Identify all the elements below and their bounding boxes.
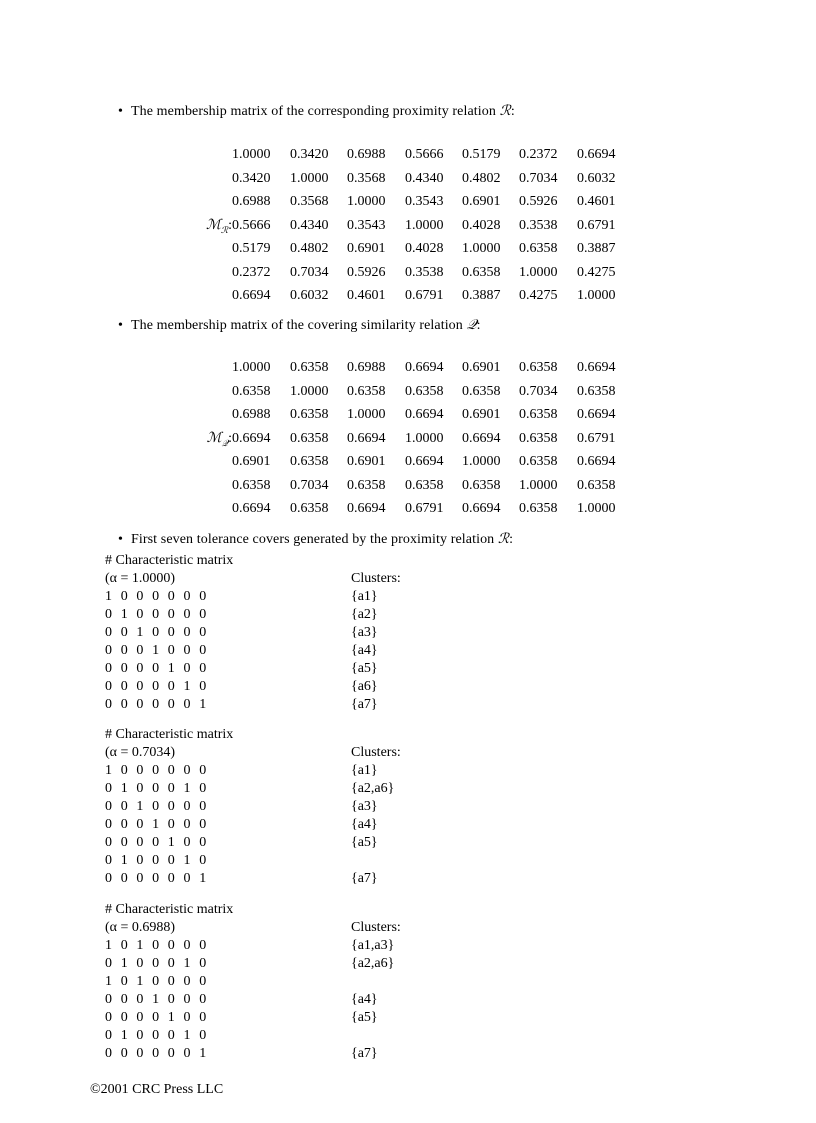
clusters-label: Clusters: (351, 745, 401, 760)
matrix-row (192, 450, 632, 473)
matrix-cell: 0.2372 (519, 147, 558, 162)
matrix-cell: 1.0000 (462, 454, 501, 469)
matrix-bits-row: 0 0 0 1 0 0 0 (105, 643, 209, 658)
matrix-cell: 0.6988 (347, 360, 386, 375)
matrix-cell: 0.6901 (462, 194, 501, 209)
matrix-cell: 0.3420 (290, 147, 329, 162)
matrix-cell: 0.5926 (347, 264, 386, 280)
bullet-symbol: • (118, 104, 124, 119)
relation-symbol: 𝒬 (466, 318, 477, 333)
cluster-item: {a4} (351, 817, 378, 832)
matrix-row (192, 214, 632, 237)
matrix-cell: 0.5179 (462, 147, 501, 162)
matrix-cell: 0.6358 (519, 501, 558, 516)
matrix-cell: 0.6791 (577, 430, 616, 446)
matrix-cell: 0.6694 (577, 407, 616, 422)
matrix-cell: 0.2372 (232, 264, 271, 280)
cluster-item: {a3} (351, 799, 378, 814)
matrix-bits-row: 0 1 0 0 0 1 0 (105, 781, 209, 796)
matrix-cell: 0.6358 (577, 383, 616, 399)
matrix-bits-row: 0 1 0 0 0 0 0 (105, 607, 209, 622)
bullet-proximity-matrix (118, 103, 515, 121)
matrix-cell: 0.3887 (577, 241, 616, 256)
matrix-cell: 0.6791 (405, 288, 444, 303)
matrix-cell: 0.6358 (577, 477, 616, 493)
matrix-cell: 1.0000 (347, 194, 386, 209)
matrix-bits-row: 0 0 0 0 1 0 0 (105, 1010, 209, 1025)
matrix-label-subscript: ℛ (220, 224, 229, 235)
matrix-bits-row: 0 0 1 0 0 0 0 (105, 799, 209, 814)
clusters-label: Clusters: (351, 571, 401, 586)
matrix-cell: 0.6901 (232, 454, 271, 469)
matrix-bits-row: 1 0 0 0 0 0 0 (105, 763, 209, 778)
matrix-cell: 0.3887 (462, 288, 501, 303)
matrix-cell: 0.6791 (577, 217, 616, 233)
matrix-cell: 0.6358 (405, 477, 444, 493)
matrix-row (192, 474, 632, 497)
matrix-cell: 0.4601 (347, 288, 386, 303)
matrix-cell: 1.0000 (519, 477, 558, 493)
matrix-cell: 0.6988 (232, 407, 271, 422)
matrix-cell: 0.4802 (462, 170, 501, 186)
matrix-cell: 0.4340 (290, 217, 329, 233)
matrix-cell: 0.3568 (347, 170, 386, 186)
matrix-cell: 0.6694 (577, 147, 616, 162)
matrix-row (192, 380, 632, 403)
matrix-cell: 0.6358 (232, 477, 271, 493)
matrix-cell: 0.6358 (462, 264, 501, 280)
matrix-cell: 1.0000 (405, 217, 444, 233)
matrix-cell: 0.3543 (347, 217, 386, 233)
matrix-row (192, 167, 632, 190)
cluster-item: {a5} (351, 661, 378, 676)
matrix-bits-row: 0 0 1 0 0 0 0 (105, 625, 209, 640)
matrix-label-colon: : (228, 217, 232, 233)
matrix-bits-row: 0 0 0 0 0 1 0 (105, 679, 209, 694)
matrix-cell: 0.6694 (232, 430, 271, 446)
clusters-label: Clusters: (351, 920, 401, 935)
bullet-symbol: • (118, 532, 124, 547)
matrix-cell: 0.6694 (405, 407, 444, 422)
cluster-item: {a7} (351, 697, 378, 712)
matrix-row (192, 261, 632, 284)
matrix-cell: 0.6358 (405, 383, 444, 399)
matrix-cell: 0.5666 (405, 147, 444, 162)
matrix-cell: 0.6358 (519, 360, 558, 375)
matrix-cell: 1.0000 (577, 501, 616, 516)
alpha-value: (α = 0.6988) (105, 920, 176, 935)
matrix-row (192, 403, 632, 426)
matrix-cell: 0.6358 (519, 241, 558, 256)
matrix-cell: 0.6694 (577, 360, 616, 375)
matrix-cell: 0.6358 (462, 383, 501, 399)
matrix-cell: 0.6358 (347, 477, 386, 493)
matrix-cell: 0.6358 (290, 360, 329, 375)
matrix-bits-row: 1 0 1 0 0 0 0 (105, 938, 209, 953)
matrix-label-subscript: 𝒬 (221, 437, 229, 448)
matrix-cell: 0.6694 (347, 501, 386, 516)
matrix-row (192, 237, 632, 260)
matrix-cell: 0.6358 (290, 407, 329, 422)
matrix-cell: 0.6358 (519, 430, 558, 446)
matrix-cell: 0.7034 (519, 383, 558, 399)
matrix-cell: 1.0000 (519, 264, 558, 280)
cluster-item: {a4} (351, 643, 378, 658)
cluster-item: {a7} (351, 1046, 378, 1061)
matrix-bits-row: 0 0 0 0 0 0 1 (105, 1046, 209, 1061)
matrix-cell: 0.5666 (232, 217, 271, 233)
cluster-item: {a1} (351, 763, 378, 778)
cluster-item: {a2} (351, 607, 378, 622)
matrix-row (192, 143, 632, 166)
matrix-cell: 0.4028 (405, 241, 444, 256)
matrix-bits-row: 0 1 0 0 0 1 0 (105, 956, 209, 971)
matrix-row (192, 427, 632, 450)
bullet-text: First seven tolerance covers generated by the proximity relation (131, 532, 498, 547)
matrix-bits-row: 1 0 0 0 0 0 0 (105, 589, 209, 604)
matrix-cell: 0.6358 (462, 477, 501, 493)
matrix-row (192, 356, 632, 379)
matrix-cell: 0.6358 (290, 501, 329, 516)
matrix-bits-row: 0 0 0 0 1 0 0 (105, 835, 209, 850)
matrix-cell: 0.6694 (462, 501, 501, 516)
matrix-cell: 0.6901 (347, 241, 386, 256)
matrix-cell: 0.6358 (519, 407, 558, 422)
matrix-label-symbol: ℳ (206, 430, 222, 446)
bullet-symbol: • (118, 318, 124, 333)
relation-symbol: ℛ (499, 104, 511, 119)
matrix-label-colon: : (228, 430, 232, 446)
cluster-item: {a2,a6} (351, 956, 395, 971)
matrix-bits-row: 0 1 0 0 0 1 0 (105, 1028, 209, 1043)
cluster-item: {a5} (351, 835, 378, 850)
matrix-cell: 1.0000 (577, 288, 616, 303)
matrix-cell: 0.6901 (462, 360, 501, 375)
matrix-cell: 0.6032 (290, 288, 329, 303)
copyright-footer: ©2001 CRC Press LLC (90, 1082, 224, 1097)
matrix-bits-row: 1 0 1 0 0 0 0 (105, 974, 209, 989)
relation-symbol: ℛ (497, 532, 510, 547)
matrix-cell: 1.0000 (290, 383, 329, 399)
matrix-cell: 0.6358 (290, 454, 329, 469)
colon: : (510, 104, 515, 119)
cluster-item: {a4} (351, 992, 378, 1007)
cluster-item: {a6} (351, 679, 378, 694)
matrix-cell: 0.3538 (405, 264, 444, 280)
matrix-cell: 0.6694 (405, 454, 444, 469)
alpha-value: (α = 1.0000) (105, 571, 176, 586)
matrix-bits-row: 0 1 0 0 0 1 0 (105, 853, 209, 868)
matrix-cell: 0.6988 (347, 147, 386, 162)
matrix-cell: 0.6694 (577, 454, 616, 469)
bullet-tolerance-covers (118, 531, 513, 549)
matrix-bits-row: 0 0 0 0 1 0 0 (105, 661, 209, 676)
bullet-similarity-matrix (118, 317, 481, 335)
matrix-cell: 1.0000 (290, 170, 329, 186)
matrix-cell: 0.3538 (519, 217, 558, 233)
matrix-cell: 0.6791 (405, 501, 444, 516)
matrix-cell: 1.0000 (232, 147, 271, 162)
matrix-bits-row: 0 0 0 1 0 0 0 (105, 992, 209, 1007)
matrix-cell: 0.4028 (462, 217, 501, 233)
cluster-item: {a1,a3} (351, 938, 395, 953)
bullet-text: The membership matrix of the corresponding proximity relation (131, 104, 500, 119)
matrix-cell: 0.6901 (347, 454, 386, 469)
matrix-cell: 0.6988 (232, 194, 271, 209)
matrix-cell: 0.6358 (347, 383, 386, 399)
matrix-bits-row: 0 0 0 0 0 0 1 (105, 871, 209, 886)
matrix-cell: 0.6694 (347, 430, 386, 446)
matrix-row (192, 497, 632, 520)
matrix-cell: 0.3543 (405, 194, 444, 209)
matrix-cell: 0.6358 (232, 383, 271, 399)
cluster-item: {a2,a6} (351, 781, 395, 796)
matrix-cell: 1.0000 (347, 407, 386, 422)
matrix-label-symbol: ℳ (205, 217, 221, 233)
characteristic-matrix-heading: # Characteristic matrix (105, 727, 234, 742)
matrix-cell: 0.4802 (290, 241, 329, 256)
cluster-item: {a7} (351, 871, 378, 886)
matrix-cell: 0.7034 (519, 170, 558, 186)
matrix-cell: 0.6358 (519, 454, 558, 469)
matrix-cell: 0.6694 (232, 501, 271, 516)
matrix-cell: 0.6358 (290, 430, 329, 446)
cluster-item: {a5} (351, 1010, 378, 1025)
characteristic-matrix-heading: # Characteristic matrix (105, 902, 234, 917)
matrix-cell: 0.5179 (232, 241, 271, 256)
matrix-cell: 0.3568 (290, 194, 329, 209)
matrix-cell: 0.4275 (577, 264, 616, 280)
colon: : (509, 532, 514, 547)
matrix-row (192, 190, 632, 213)
matrix-cell: 0.4601 (577, 194, 616, 209)
matrix-cell: 0.6694 (462, 430, 501, 446)
cluster-item: {a3} (351, 625, 378, 640)
matrix-cell: 0.6032 (577, 170, 616, 186)
matrix-cell: 0.4340 (405, 170, 444, 186)
bullet-text: The membership matrix of the covering similarity relation (131, 318, 467, 333)
matrix-cell: 0.4275 (519, 288, 558, 303)
matrix-cell: 0.3420 (232, 170, 271, 186)
matrix-row (192, 284, 632, 307)
matrix-cell: 0.6694 (232, 288, 271, 303)
matrix-cell: 1.0000 (405, 430, 444, 446)
matrix-cell: 0.7034 (290, 264, 329, 280)
matrix-cell: 1.0000 (232, 360, 271, 375)
matrix-cell: 0.7034 (290, 477, 329, 493)
matrix-cell: 1.0000 (462, 241, 501, 256)
colon: : (476, 318, 481, 333)
characteristic-matrix-heading: # Characteristic matrix (105, 553, 234, 568)
matrix-cell: 0.6901 (462, 407, 501, 422)
matrix-cell: 0.6694 (405, 360, 444, 375)
matrix-bits-row: 0 0 0 0 0 0 1 (105, 697, 209, 712)
alpha-value: (α = 0.7034) (105, 745, 176, 760)
cluster-item: {a1} (351, 589, 378, 604)
matrix-bits-row: 0 0 0 1 0 0 0 (105, 817, 209, 832)
matrix-cell: 0.5926 (519, 194, 558, 209)
